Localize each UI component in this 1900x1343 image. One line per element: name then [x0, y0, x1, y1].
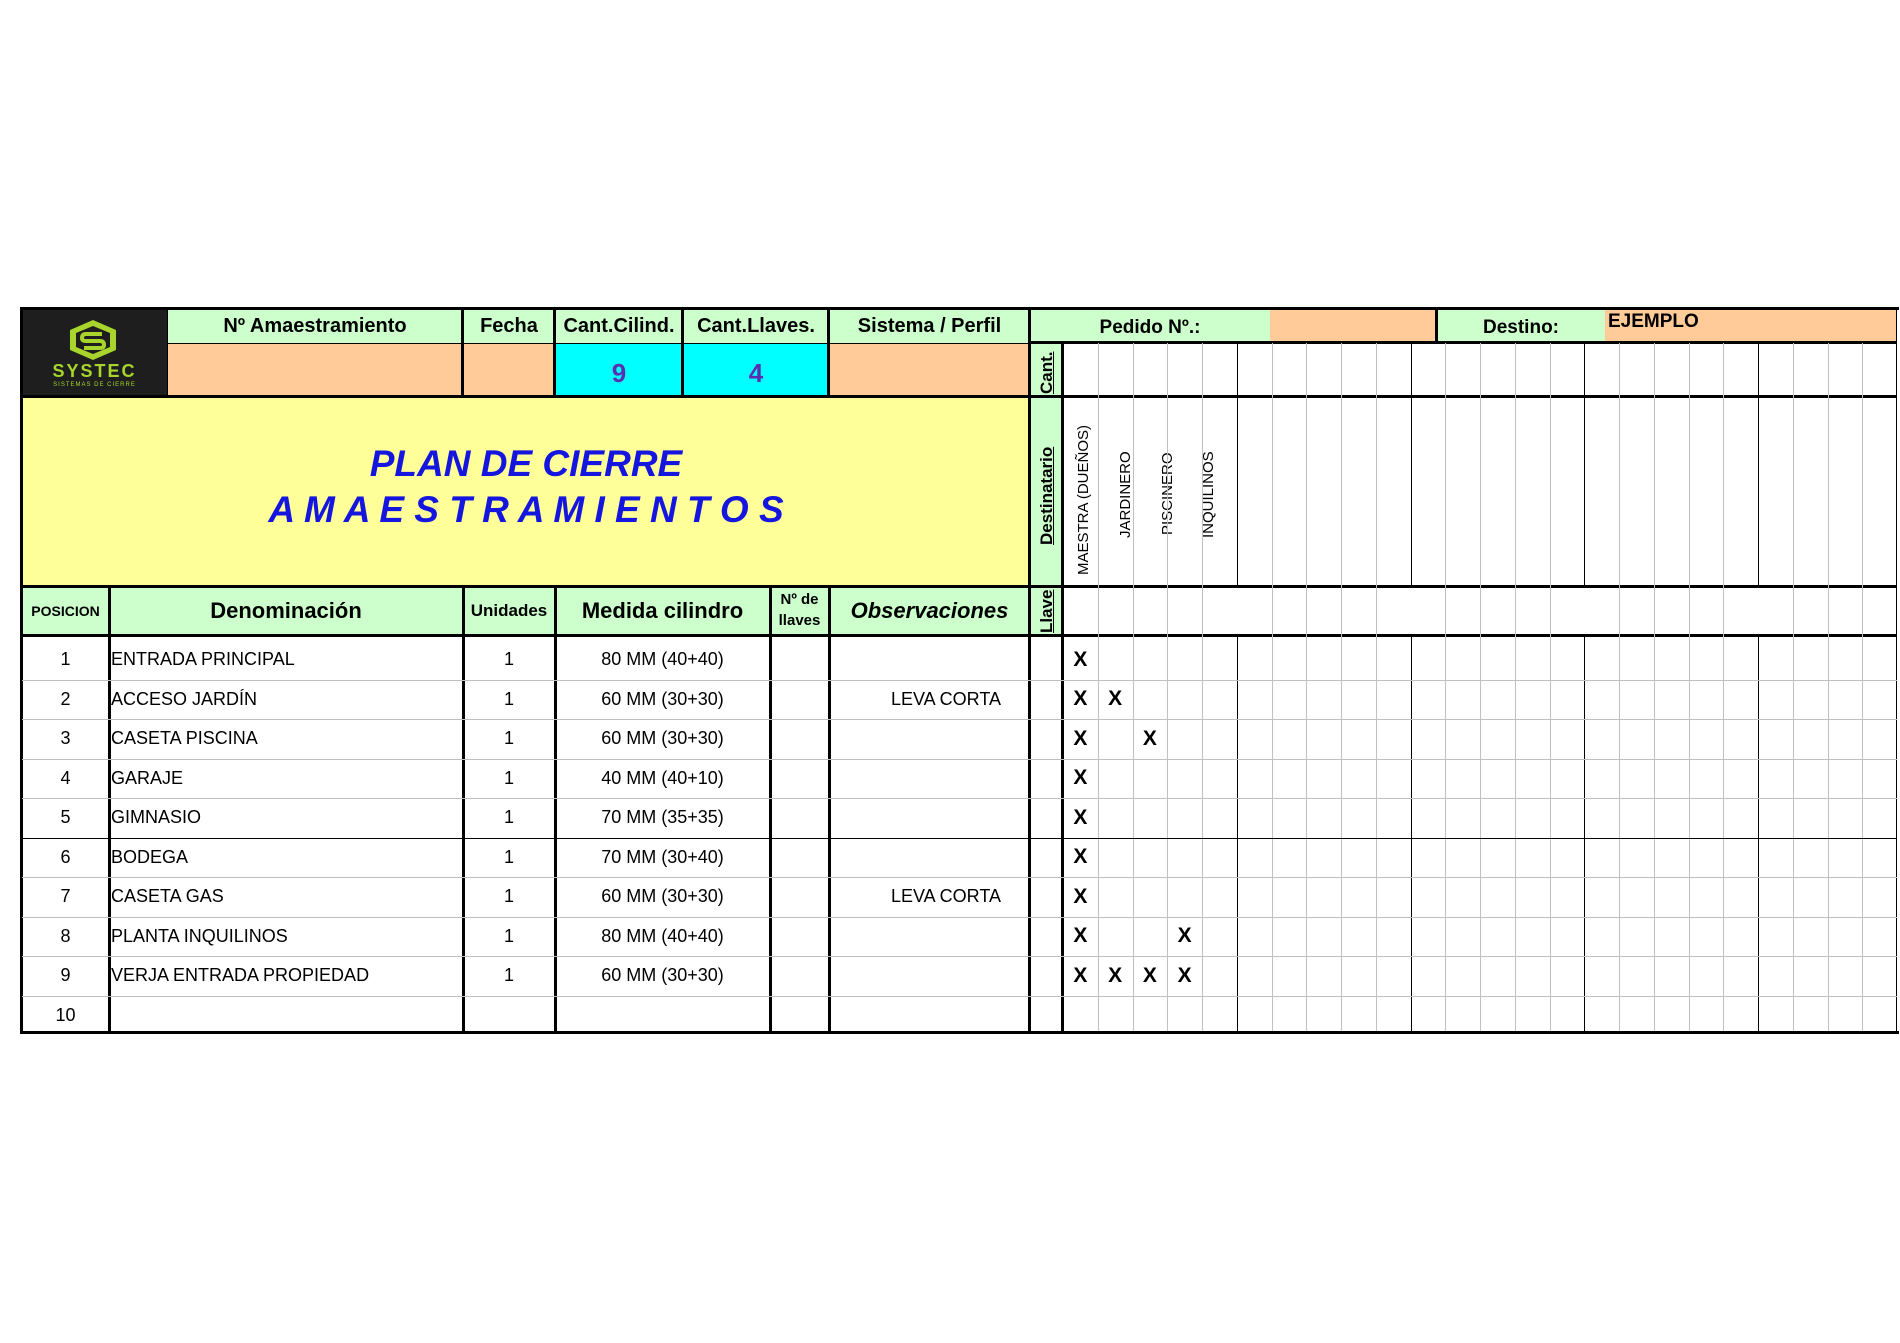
row-denominacion: GARAJE [111, 767, 184, 788]
grid-line [1030, 341, 1897, 344]
grid-line [1758, 636, 1759, 1031]
grid-line [461, 309, 464, 397]
row-unidades: 1 [503, 728, 514, 749]
grid-line [1445, 343, 1446, 1031]
grid-line [1723, 343, 1724, 1031]
grid-line [1098, 343, 1099, 1031]
key-mark [1133, 877, 1168, 917]
grid-line [22, 719, 1897, 720]
row-posicion: 2 [60, 688, 71, 709]
key-mark: X [1073, 687, 1088, 711]
grid-line [1758, 343, 1759, 588]
key-mark [1167, 719, 1202, 759]
amaestramiento-label: Nº Amaestramiento [223, 315, 407, 337]
row-unidades: 1 [503, 925, 514, 946]
grid-line [1619, 343, 1620, 1031]
grid-line [20, 585, 1897, 588]
row-medida: 60 MM (30+30) [601, 886, 724, 907]
frame-left [20, 307, 23, 1034]
col-unidades: Unidades [470, 601, 548, 620]
logo-text: SYSTEC [52, 360, 137, 381]
key-mark: X [1073, 647, 1088, 671]
row-medida: 80 MM (40+40) [601, 925, 724, 946]
row-posicion: 3 [60, 728, 71, 749]
key-mark: X [1073, 884, 1088, 908]
row-medida: 60 MM (30+30) [601, 965, 724, 986]
title-line-2: A M A E S T R A M I E N T O S [268, 489, 784, 530]
key-mark [1167, 680, 1202, 720]
key-mark: X [1073, 726, 1088, 750]
destinatario-name: PISCINERO [1159, 452, 1176, 535]
key-mark [1098, 917, 1133, 957]
key-mark: X [1073, 924, 1088, 948]
grid-line [769, 587, 772, 1031]
row-unidades: 1 [503, 688, 514, 709]
key-mark [1167, 640, 1202, 680]
grid-line [1376, 343, 1377, 1031]
key-mark [1133, 917, 1168, 957]
grid-line [20, 395, 1897, 398]
grid-line [1480, 343, 1481, 1031]
cant-llaves-value: 4 [748, 358, 764, 388]
grid-line [1550, 343, 1551, 1031]
key-mark: X [1142, 963, 1157, 987]
row-denominacion: ACCESO JARDÍN [111, 688, 258, 709]
key-mark: X [1177, 963, 1192, 987]
row-medida: 70 MM (35+35) [601, 807, 724, 828]
grid-line [554, 587, 557, 1031]
row-unidades: 1 [503, 807, 514, 828]
grid-line [828, 587, 831, 1031]
amaestramiento-input[interactable] [167, 344, 463, 397]
systec-logo-icon [62, 318, 124, 362]
row-unidades: 1 [503, 649, 514, 670]
key-mark [1098, 719, 1133, 759]
frame-bottom [20, 1031, 1899, 1034]
row-unidades: 1 [503, 886, 514, 907]
key-mark: X [1073, 845, 1088, 869]
row-denominacion: BODEGA [111, 846, 189, 867]
row-denominacion: CASETA PISCINA [111, 728, 258, 749]
grid-line [1793, 343, 1794, 1031]
key-mark [1098, 838, 1133, 878]
key-mark [1167, 838, 1202, 878]
row-medida [555, 996, 770, 1036]
grid-line [22, 680, 1897, 681]
col-medida: Medida cilindro [581, 598, 744, 623]
key-mark: X [1073, 766, 1088, 790]
key-mark: X [1142, 726, 1157, 750]
grid-line [1411, 636, 1412, 1031]
row-posicion: 6 [60, 846, 71, 867]
row-posicion: 10 [55, 1004, 76, 1025]
grid-line [167, 309, 168, 397]
grid-line [1237, 636, 1238, 1031]
row-denominacion: CASETA GAS [111, 886, 224, 907]
grid-line [1654, 343, 1655, 1031]
key-mark [1098, 640, 1133, 680]
col-n-llaves-line-2: llaves [778, 612, 821, 629]
key-mark [1133, 838, 1168, 878]
row-posicion: 8 [60, 925, 71, 946]
key-mark [1167, 798, 1202, 838]
grid-line [22, 996, 1897, 997]
row-medida: 80 MM (40+40) [601, 649, 724, 670]
destino-value: EJEMPLO [1608, 311, 1699, 332]
key-mark [1133, 996, 1168, 1036]
grid-line [827, 309, 830, 397]
col-n-llaves [770, 589, 829, 635]
fecha-label: Fecha [480, 315, 538, 337]
grid-line [1584, 343, 1585, 588]
row-denominacion: VERJA ENTRADA PROPIEDAD [111, 965, 370, 986]
destinatario-name: INQUILINOS [1200, 451, 1217, 538]
title-line-1: PLAN DE CIERRE [369, 443, 683, 484]
key-mark: X [1108, 687, 1123, 711]
logo-subtext: SISTEMAS DE CIERRE [53, 382, 136, 388]
row-unidades: 1 [503, 965, 514, 986]
key-mark [1133, 798, 1168, 838]
grid-line [22, 838, 1897, 839]
grid-line [22, 917, 1897, 918]
row-denominacion: GIMNASIO [111, 807, 202, 828]
grid-line [1028, 635, 1031, 1031]
grid-line [1061, 341, 1064, 1031]
row-denominacion: ENTRADA PRINCIPAL [111, 649, 295, 670]
cant-cilind-value: 9 [611, 358, 627, 388]
row-posicion: 1 [60, 649, 71, 670]
pedido-label: Pedido Nº.: [1099, 317, 1201, 338]
grid-line [22, 877, 1897, 878]
sistema-input[interactable] [829, 344, 1030, 397]
destinatario-name: JARDINERO [1117, 451, 1134, 538]
grid-line [22, 798, 1897, 799]
destinatario-side-label: Destinatario [1037, 446, 1056, 545]
frame-right [1896, 307, 1897, 1034]
row-denominacion [111, 996, 461, 1036]
grid-line [1306, 343, 1307, 1031]
grid-line [108, 587, 111, 1031]
grid-line [1862, 343, 1863, 1031]
grid-line [1435, 309, 1438, 341]
cant-cilind-label: Cant.Cilind. [563, 315, 675, 337]
frame-top [20, 307, 1899, 310]
row-medida: 60 MM (30+30) [601, 728, 724, 749]
key-mark: X [1108, 963, 1123, 987]
destino-label: Destino: [1483, 317, 1559, 338]
key-mark [1167, 996, 1202, 1036]
row-medida: 60 MM (30+30) [601, 688, 724, 709]
pedido-input[interactable] [1270, 309, 1437, 341]
row-medida: 70 MM (30+40) [601, 846, 724, 867]
row-posicion: 9 [60, 965, 71, 986]
col-observaciones: Observaciones [850, 598, 1009, 623]
grid-line [553, 309, 556, 397]
grid-line [1584, 636, 1585, 1031]
grid-line [1411, 343, 1412, 588]
destinatario-name: MAESTRA (DUEÑOS) [1075, 424, 1092, 575]
key-mark [1133, 759, 1168, 799]
sistema-label: Sistema / Perfil [857, 315, 1002, 337]
grid-line [1272, 343, 1273, 1031]
col-denominacion: Denominación [210, 598, 362, 623]
grid-line [462, 587, 465, 1031]
row-observaciones: LEVA CORTA [890, 886, 1002, 907]
row-denominacion: PLANTA INQUILINOS [111, 925, 288, 946]
key-mark: X [1073, 963, 1088, 987]
grid-line [1515, 343, 1516, 1031]
key-mark [1098, 996, 1133, 1036]
grid-line [1202, 343, 1203, 1031]
fecha-input[interactable] [463, 344, 555, 397]
grid-line [20, 634, 1897, 637]
grid-line [22, 759, 1897, 760]
row-unidades: 1 [503, 846, 514, 867]
grid-line [1237, 343, 1238, 588]
row-posicion: 4 [60, 767, 71, 788]
key-mark [1063, 996, 1098, 1036]
grid-line [681, 309, 684, 397]
row-observaciones: LEVA CORTA [890, 688, 1002, 709]
key-mark [1098, 798, 1133, 838]
key-mark [1133, 640, 1168, 680]
col-posicion: POSICION [31, 603, 100, 619]
key-mark: X [1177, 924, 1192, 948]
row-posicion: 5 [60, 807, 71, 828]
key-mark [1167, 877, 1202, 917]
key-mark: X [1073, 805, 1088, 829]
row-medida: 40 MM (40+10) [601, 767, 724, 788]
key-mark [1167, 759, 1202, 799]
grid-line [1689, 343, 1690, 1031]
grid-line [1167, 343, 1168, 1031]
key-mark [1098, 759, 1133, 799]
grid-line [1341, 343, 1342, 1031]
key-mark [1133, 680, 1168, 720]
cant-llaves-label: Cant.Llaves. [697, 315, 815, 337]
row-unidades: 1 [503, 767, 514, 788]
llave-side-label: Llave [1037, 589, 1056, 633]
key-mark [1098, 877, 1133, 917]
grid-line [1828, 343, 1829, 1031]
row-unidades [463, 996, 555, 1036]
col-n-llaves-line-1: Nº de [780, 591, 819, 608]
row-posicion: 7 [60, 886, 71, 907]
grid-line [167, 343, 1030, 344]
grid-line [1028, 309, 1031, 635]
grid-line [1133, 343, 1134, 1031]
cant-side-label: Cant. [1037, 351, 1056, 394]
grid-line [22, 956, 1897, 957]
